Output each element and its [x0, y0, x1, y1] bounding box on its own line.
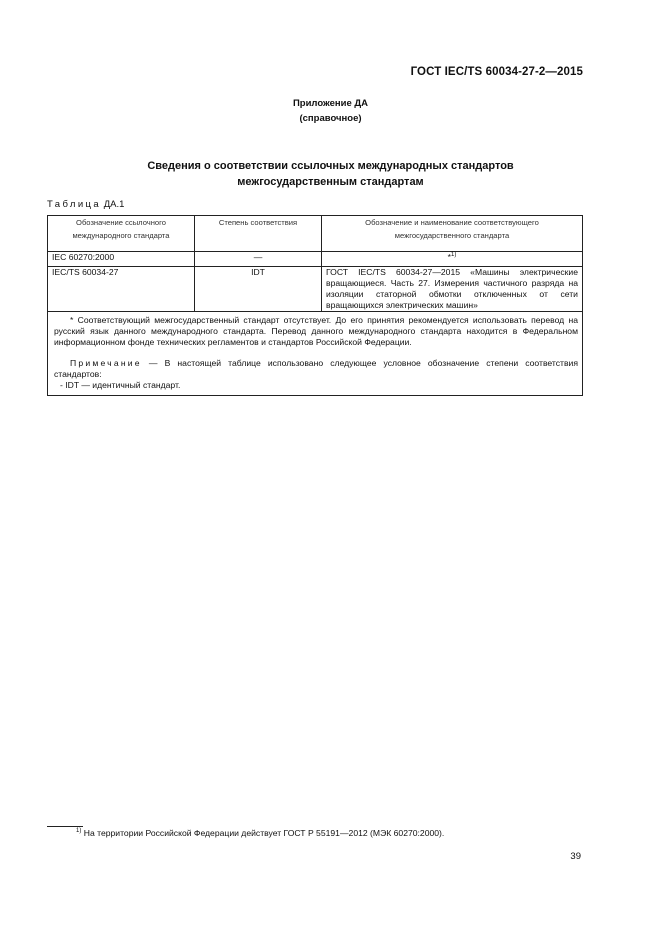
page-number: 39	[570, 851, 581, 862]
section-heading	[0, 158, 661, 190]
table-caption-id: ДА.1	[103, 199, 125, 210]
cell-degree: —	[195, 252, 322, 267]
column-header-degree: Степень соответствия	[195, 216, 322, 252]
table-caption	[47, 199, 124, 210]
footnote-text: На территории Российской Федерации действует ГОСТ Р 55191—2012 (МЭК 60270:2000).	[83, 828, 445, 838]
heading-line-1: Сведения о соответствии ссылочных международных стандартов	[147, 160, 514, 172]
annex-title: Приложение ДА	[292, 98, 369, 109]
column-header-standard: Обозначение и наименование соответствующего межгосударственного стандарта	[322, 216, 583, 252]
heading-line-2: межгосударственным стандартам	[237, 176, 424, 188]
footnote-ref: 1)	[451, 252, 457, 259]
document-code: ГОСТ IEC/TS 60034-27-2—2015	[410, 66, 583, 78]
table-header-row	[48, 216, 583, 252]
table-notes	[48, 312, 583, 396]
table-row	[48, 252, 583, 267]
annex-subtitle: (справочное)	[299, 113, 362, 124]
table-note	[54, 358, 578, 380]
cell-reference: IEC 60270:2000	[48, 252, 195, 267]
footnote-marker: 1)	[76, 828, 82, 835]
footnote-divider	[47, 826, 83, 827]
table-row	[48, 267, 583, 312]
note-label: Примечание	[70, 358, 142, 368]
cell-reference: IEC/TS 60034-27	[48, 267, 195, 312]
annex-block	[0, 96, 661, 126]
note-item: - IDT — идентичный стандарт.	[60, 380, 181, 390]
cell-standard: *$^{1)}$	[322, 252, 583, 267]
standards-table	[47, 215, 583, 396]
table-caption-word: Таблица	[47, 199, 102, 210]
footnote	[76, 828, 444, 838]
column-header-reference: Обозначение ссылочного международного стандарта	[48, 216, 195, 252]
table-notes-row	[48, 312, 583, 396]
star-note: * Соответствующий межгосударственный стандарт отсутствует. До его принятия рекомендуется использовать перевод на русский язык данного международного стандарта. Перевод данного международного стандарта находится в Федеральном информационном фонде технических регламентов и стандартов Российской Федерации.	[54, 315, 578, 347]
cell-standard: ГОСТ IEC/TS 60034-27—2015 «Машины электрические вращающиеся. Часть 27. Измерения частичного разряда на изоляции статорной обмотки отключенных от сети вращающихся электрических машин»	[322, 267, 583, 312]
cell-degree: IDT	[195, 267, 322, 312]
note-text: — В настоящей таблице использовано следующее условное обозначение степени соответствия стандартов:	[54, 358, 579, 379]
